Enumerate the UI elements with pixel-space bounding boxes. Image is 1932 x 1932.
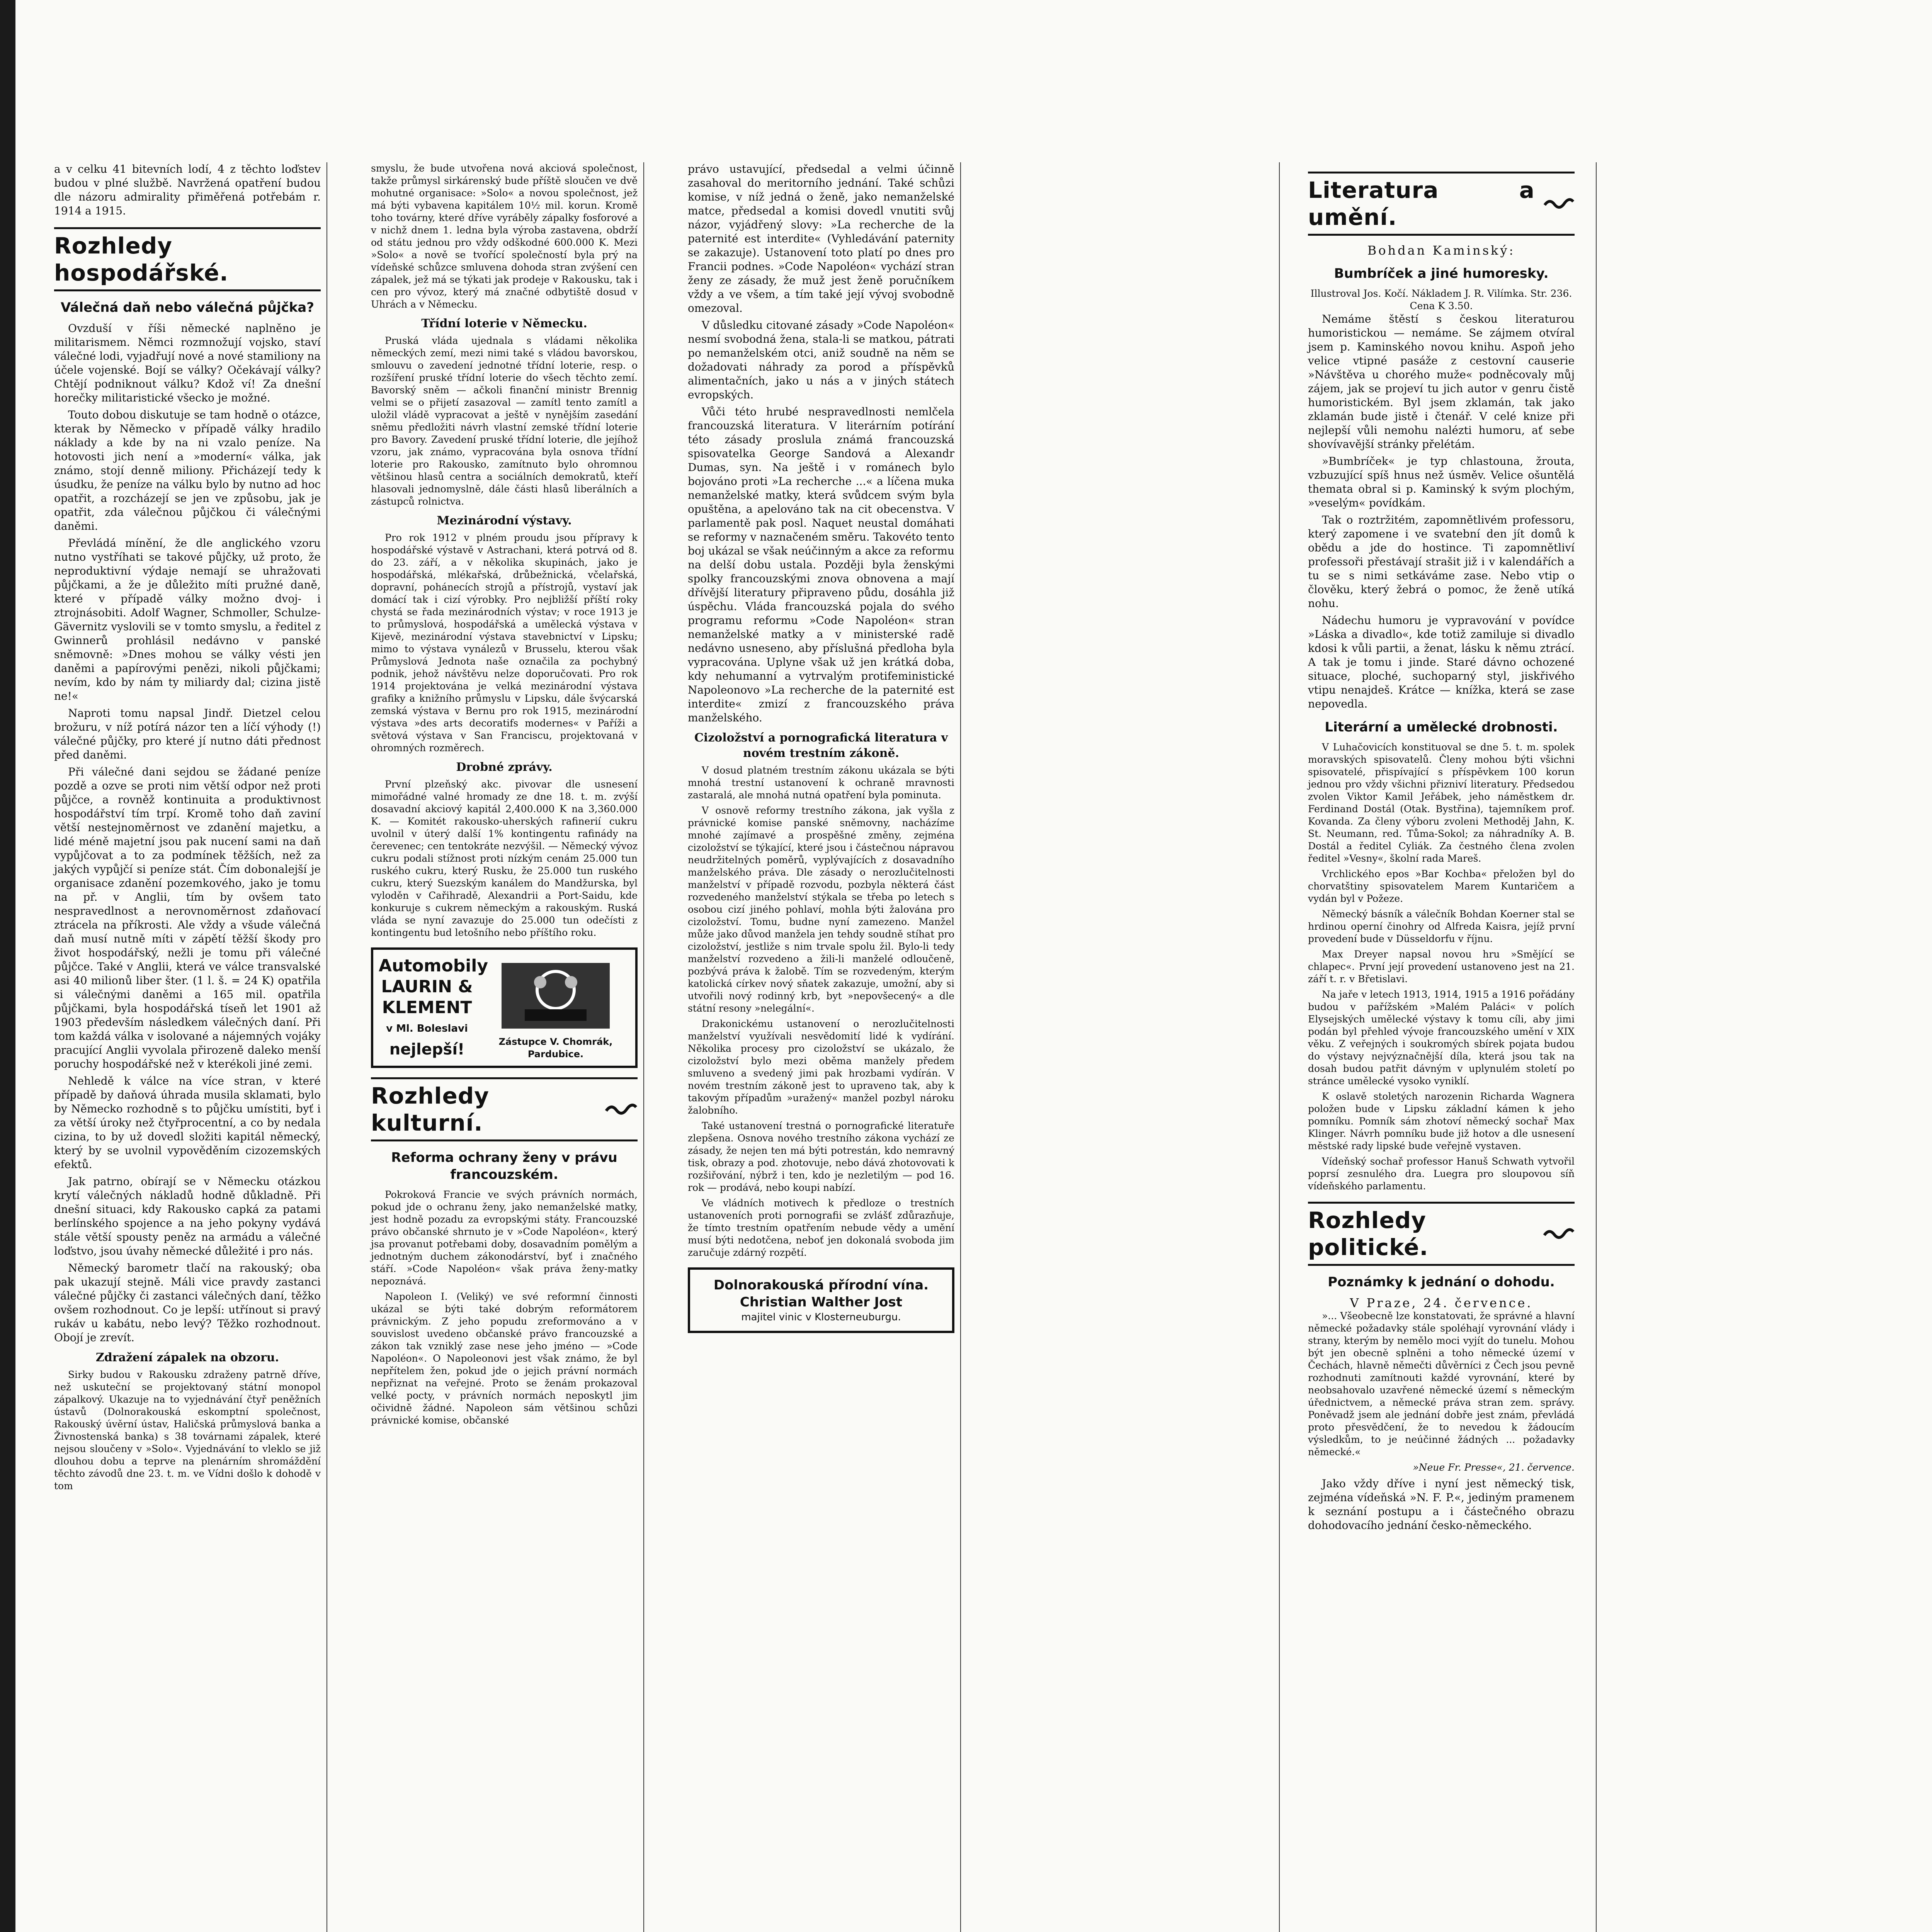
ad-brand-name: Automobily LAURIN & KLEMENT [379,956,488,1017]
article-paragraph: Pokroková Francie ve svých právních normách, pokud jde o ochranu ženy, jako nemanželské matky, jest hodně pozadu za evropskými státy. Francouzské právo občanské shrnuto je v »Code Napoléon«, který jsa provanut potřebami doby, dosavadním pomělým a jednotným duchem zákonodárství, byť i značného stáří. »Code Napoléon« však práva ženy-matky nepoznává. [371,1189,638,1287]
article-paragraph: První plzeňský akc. pivovar dle usnesení mimořádné valné hromady ze dne 18. t. m. zvýší dosavadní akciový kapitál 2,400.000 K na 3,360.000 K. — Komitét rakousko-uherských rafinerií cukru uvolnil v úterý další 1% kontingentu rafinády na čerevenec; cen tentokráte nezvýšil. — Německý vývoz cukru podali stížnost proti nízkým cenám 25.000 tun ruského cukru, který Rusku, že 25.000 tun ruského cukru, který Suezským kanálem do Mandžurska, byl vyloděn v Cařihradě, Alexandrii a Port-Saidu, kde konkuruje s cukrem německým a rakouským. Ruská vláda se nyní zavazuje do 25.000 tun odečísti z kontingentu bud letošního nebo příštího roku. [371,779,638,938]
article-title: Zdražení zápalek na obzoru. [95,1351,279,1364]
ornament-icon [1543,1226,1575,1242]
article-paragraph: Tak o roztržitém, zapomnětlivém professoru, který zapomene i ve svatební den jít domů k obědu a jde do hostince. Ti zapomnětliví professoři přestávají strašit již i v kalendářích a tu se s nimi setkáváme zase. Nebo vtip o člověku, který žebrá o pomoc, že ženě utíká nohu. [1308,514,1575,610]
column-1 [54,162,321,1495]
ad-place: v Ml. Boleslavi [386,1023,468,1034]
column-rule [1596,162,1597,1932]
column-3 [688,162,954,1342]
section-heading-text: Rozhledy kulturní. [371,1083,490,1136]
article-paragraph: V dosud platném trestním zákonu ukázala se býti mnohá trestní ustanovení k ochraně mravnosti zastaralá, ale mnohá nutná opatření byla pominuta. [688,765,954,801]
article-title: Cizoložství a pornografická literatura v novém trestním zákoně. [694,731,948,760]
article-title: Poznámky k jednání o dohodu. [1328,1274,1555,1290]
section-heading-text: Rozhledy politické. [1308,1207,1429,1260]
article-continuation: smyslu, že bude utvořena nová akciová společnost, takže průmysl sirkárenský bude příště sloučen ve dvě mohutné organisace: »Solo« a novou společnost, jež má býti vybavena kapitálem 10½ mil. korun. Kromě toho továrny, které dříve vyráběly zápalky fosforové a v nichž dnem 1. ledna byla výroba zastavena, obdrží od státu jednou pro vždy odškodné 600.000 K. Mezi »Solo« a nově se tvořící společností byla prý na vídeňské schůzce smluvena dohoda stran zvýšení cen zápalek, jež má se týkati jak prodeje v Rakousku, tak i cen pro vývoz, který má značné odbytiště dosud v Uhrách a v Německu. [371,163,638,310]
section-heading-culture [371,1077,638,1141]
article-paragraph: Vídeňský sochař professor Hanuš Schwath vytvořil poprsí zesnulého dra. Luegra pro sloupovou síň vídeňského parlamentu. [1308,1156,1575,1192]
article-continuation: právo ustavující, předsedal a velmi účinně zasahoval do meritorního jednání. Také schůzi komise, v níž jedná o ženě, jako nemanželské matce, předsedal a komisi dovedl vnutiti svůj názor, vyjádřený slovy: »La recherche de la paternité est interdite« (Vyhledávání paternity se zakazuje). Ustanovení toto platí po dnes pro Francii podnes. »Code Napoléon« vychází stran ženy ze zásady, že muž jest ženě poručníkem vždy a ve všem, a tím také její vývoj svobodně omezoval. [688,163,954,315]
article-paragraph: Německý barometr tlačí na rakouský; oba pak ukazují stejně. Máli vice pravdy zastanci válečné půjčky či zastanci válečných daní, těžko ovšem rozhodnout. Co je lepší: utřínout si pravý rukáv u kabátu, nebo levý? Těžko rozhodnout. Obojí je zrevít. [54,1262,321,1344]
ornament-icon [605,1102,638,1117]
article-paragraph: Nemáme štěstí s českou literaturou humoristickou — nemáme. Se zájmem otvíral jsem p. Kaminského novou knihu. Aspoň jeho velice vtipné pasáže z cestovní causerie »Návštěva u chorého muže« podněcovaly můj zájem, jak se projeví tu jich autor v genru čistě humoristickém. Byl jsem zklamán, tak jako zklamán bude jistě i čtenář. V celé knize při nejlepší vůli nemohu nalézti humoru, ať sebe shovívavější stránky přelétám. [1308,313,1575,451]
article-title: Válečná daň nebo válečná půjčka? [61,300,314,315]
article-paragraph: Vrchlického epos »Bar Kochba« přeložen byl do chorvatštiny spisovatelem Marem Kuntaričem a vydán byl v Požeze. [1308,868,1575,904]
section-heading-text: Rozhledy hospodářské. [54,233,229,286]
article-paragraph: Pro rok 1912 v plném proudu jsou přípravy k hospodářské výstavě v Astrachani, která potrvá od 8. do 23. září, a v několika skupinách, jako je hospodářská, mlékařská, drůbežnická, včelařská, dopravní, pohánecích strojů a přístrojů, vystaví jak domácí tak i cizí výrobky. Pro nejbližší příští roky chystá se řada mezinárodních výstav; v roce 1913 je to průmyslová, hospodářská a umělecká výstava v Kijevě, mezinárodní výstava stavebnictví v Lipsku; mimo to výstava vynálezů v Brusselu, kterou však Průmyslová Jednota naše označila za pochybný podnik, jehož návštěvu nelze doporučovati. Pro rok 1914 projektována je velká mezinárodní výstava grafiky a knižního průmyslu v Lipsku, dále švýcarská zemská výstava v Bernu pro rok 1915, mezinárodní výstava »des arts decoratifs modernes« v Paříži a světová výstava v San Franciscu, projektovaná v ohromných rozměrech. [371,532,638,753]
book-title: Bumbríček a jiné humoresky. [1334,266,1549,281]
article-paragraph: Při válečné dani sejdou se žádané peníze pozdě a ozve se proti nim větší odpor než proti půjčce, a rovněž kontinuita a produktivnost hospodářství tím trpí. Kromě toho daň zaviní větší nestejnoměrnost ve zdanění majetku, a lidé méně majetní jsou pak nucení sami na daň vypůjčovat a to za podmínek těžších, než za jakých vypůjčí si peníze stát. Čím dobonalejší je organisace zdanění pozemkového, jako je tomu na př. v Anglii, tím by ovšem tato nespravedlnost a nerovnoměrnost zdaňovací ztrácela na příkrosti. Ale vždy a všude válečná daň musí nutně míti v zápětí těžší škody pro život hospodářský, nežli je tomu při válečné půjčce. Také v Anglii, která ve válce transvalské asi 40 milionů liber šter. (1 l. š. = 24 K) opatřila si válečnými daněmi a 165 mil. opatřila půjčkami, byla hospodářská tíseň let 1901 až 1903 především následkem válečných daní. Při tom každá válka v isolované a nájemných vojáky pracující Anglii vyvolala přirozeně daleko menší poruchy hospodářské než v kterékoli jiné zemi. [54,765,321,1070]
article-paragraph: Jako vždy dříve i nyní jest německý tisk, zejména vídeňská »N. F. P.«, jediným pramenem k seznání postupu a i částečného obrazu dohodovacího jednání česko-německého. [1308,1477,1575,1532]
article-paragraph: »... Všeobecně lze konstatovati, že správné a hlavní německé požadavky stále spoléhají vyrovnání vlády i strany, kterým by nemělo moci vyjít do tunelu. Mohou být jen obecně splněni a toho německé území v Čechách, hlavně němečti důvěrníci z Čech jsou pevně rozhodnuti zamítnouti každé vyrovnání, které by neobsahovalo uzavřené německé území s německým úřednictvem, a německé práva stran zem. správy. Poněvadž jsem ale jednání dobře jest znám, převládá proto přesvědčení, že to nevedou k žádoucím výsledkům, to je neúčinné žádných ... požadavky německé.« [1308,1310,1575,1458]
article-paragraph: V Luhačovicích konstituoval se dne 5. t. m. spolek moravských spisovatelů. Členy mohou býti všichni spisovatelé, přispívající s příspěvkem 100 korun jednou pro vždy všichni přizniví literatury. Předsedou zvolen Viktor Kamil Jeřábek, jeho náměstkem dr. Ferdinand Dostál (Otak. Bystřina), tajemníkem prof. Kovanda. Za členy výboru zvoleni Methoděj Jahn, K. St. Neumann, red. Tůma-Sokol; za náhradníky A. B. Dostál a ředitel Cyliák. Za čestného člena zvolen ředitel »Vesny«, školní rada Mareš. [1308,742,1575,864]
section-heading-text: Literatura a umění. [1308,177,1535,230]
section-heading-literature [1308,172,1575,236]
article-paragraph: Sirky budou v Rakousku zdraženy patrně dříve, než uskuteční se projektovaný státní monopol zápalkový. Ukazuje na to vyjednávání čtyř peněžních ústavů (Dolnorakouská eskomptní společnost, Rakouský úvěrní ústav, Haličská průmyslová banka a Živnostenská banka) s 38 továrnami zápalek, které nejsou sloučeny v »Solo«. Vyjednávání to vleklo se již dlouhou dobu a teprve na plenárním shromáždění těchto závodů dne 23. t. m. ve Vídni došlo k dohodě v tom [54,1369,321,1492]
article-paragraph: V důsledku citované zásady »Code Napoléon« nesmí svobodná žena, stala-li se matkou, pátrati po nemanželském otci, aniž soudně na něm se dožadovati náhrady za porod a příspěvků alimentačních, jako u nás a v jiných státech evropských. [688,319,954,401]
article-paragraph: V osnově reformy trestního zákona, jak vyšla z právnické komise panské sněmovny, nacházíme mnohé zajímavé a prospěšné změny, zejména cizoložství se týkající, které jsou i částečnou nápravou neudržitelných poměrů, vyplývajících z dosavadního manželského práva. Dle zásady o nerozlučitelnosti manželství v případě rozvodu, pozbyla některá část rozvedeného manželství stýkala se třeba po letech s osobou cizí jiného pohlaví, mohla býti žalována pro cizoložství. Tomu, budne nyní zamezeno. Manžel může jako důvod manžela jen tehdy soudně stíhat pro cizoložství, jestliže s nim trvale spolu žil. Bylo-li tedy manželství rozvedeno a žili-li manželé odloučeně, pozbývá práva k žalobě. Tím se rozvedeným, kterým katolická církev nový sňatek zakazuje, umožní, aby si utvořili nový rodinný krb, byt »nepovšecený« a dle státní resony »nelegální«. [688,805,954,1014]
ad-name: Christian Walther Jost [740,1294,903,1310]
ad-brand [379,956,488,1060]
article-title: Třídní loterie v Německu. [421,317,587,330]
car-illustration [498,955,614,1032]
ad-headline: Dolnorakouská přírodní vína. [713,1277,929,1293]
advertisement-laurin-klement [371,947,638,1068]
column-rule [643,162,644,1932]
column-2 [371,162,638,1430]
article-paragraph: Německý básník a válečník Bohdan Koerner stal se hrdinou operní činohry od Alfreda Kaisra, jejíž první provedení bude v Düsseldorfu v říjnu. [1308,908,1575,944]
article-paragraph: Napoleon I. (Veliký) ve své reformní činnosti ukázal se býti také dobrým reformátorem právnickým. Z jeho popudu zreformováno a v souvislost uvedeno občanské právo francouzské a zákon tak vzniklý zase nese jeho jméno — »Code Napoléon«. O Napoleonovi jest však známo, že byl nepřítelem žen, pokud jde o jejich právní normách nepřiznat na veřejné. Proto se ženám prokazoval velké pocty, v právních normách neposkytl jim očividně žádné. Napoleon sám většinou schůzi právnické komise, občanské [371,1291,638,1426]
article-paragraph: Nádechu humoru je vypravování v povídce »Láska a divadlo«, kde totiž zamiluje si divadlo kdosi k vůli partii, a ženat, lásku k němu ztrácí. A tak je tomu i jinde. Staré dávno ochozené situace, ploché, suchoparný styl, jiskřivého vtipu nenajdeš. Krátce — knížka, která se zase nepovedla. [1308,614,1575,710]
article-title: Mezinárodní výstavy. [437,514,572,527]
article-continuation: a v celku 41 bitevních lodí, 4 z těchto loďstev budou v plné službě. Navržená opatření budou dle názoru admirality přiměřená potřebám r. 1914 a 1915. [54,163,321,217]
quote-source: »Neue Fr. Presse«, 21. července. [1413,1462,1575,1473]
ad-tagline: majitel vinic v Klosterneuburgu. [741,1311,901,1323]
ad-agent: Zástupce V. Chomrák, Pardubice. [498,1036,613,1060]
article-paragraph: Touto dobou diskutuje se tam hodně o otázce, kterak by Německo v případě války hradilo náklady a kde by na ni vzalo peníze. Na hotovosti jich není a »moderní« válka, jak známo, stojí denně miliony. Přicházejí tedy k úsudku, že peníze na válku bylo by nutno ad hoc opatřit, a rozcházejí se jen ve způsobu, jak je opatřit, zda válečnou půjčkou či válečnými daněmi. [54,408,321,532]
article-paragraph: Nehledě k válce na více stran, v které případě by daňová úhrada musila sklamati, bylo by Německo rozhodně s to půjčku umístiti, byť i za větší úroky než čtyřprocentní, a co by nedala cizina, to by už dovedl složiti kapitál německý, který by se uvolnil vypověděním cizozemských efektů. [54,1075,321,1171]
article-paragraph: »Bumbríček« je typ chlastouna, žroutа, vzbuzující spíš hnus než úsměv. Velice ošuntělá themata obral si p. Kaminský k svým plochým, »veselým« povídkám. [1308,455,1575,509]
column-4 [1308,162,1575,1536]
article-paragraph: Max Dreyer napsal novou hru »Smějící se chlapec«. První její provedení ustanoveno jest na 21. září t. r. v Břetislavi. [1308,949,1575,985]
book-author: Bohdan Kaminský: [1367,243,1515,258]
book-meta: Illustroval Jos. Kočí. Nákladem J. R. Vilímka. Str. 236. Cena K 3.50. [1310,288,1572,311]
article-paragraph: Jak patrno, obírají se v Německu otázkou krytí válečných nákladů hodně důkladně. Při dnešní situaci, kdy Rakousko capká za patami berlínského spojence a na jeho pokyny vydává stále větší spousty peněz na armádu a válečné loďstvo, jsou úvahy německé důležité i pro nás. [54,1175,321,1257]
article-paragraph: Ovzduší v říši německé naplněno je militarismem. Němci rozmnožují vojsko, staví válečné lodi, vyjadřují nové a nové stamiliony na účele vojenské. Bojí se války? Očekávají války? Chtějí podniknout válku? Kdož ví! Za dnešní horečky militaristické všecko je možné. [54,322,321,404]
column-rule [1279,162,1280,1932]
section-heading-politics [1308,1202,1575,1266]
ad-illustration [481,955,630,1060]
article-title: Drobné zprávy. [456,760,553,774]
article-paragraph: Naproti tomu napsal Jindř. Dietzel celou brožuru, v níž potírá názor ten a líčí výhody (!) válečné půjčky, pro které jí nutno dáti přednost před daněmi. [54,707,321,761]
article-paragraph: Pruská vláda ujednala s vládami několika německých zemí, mezi nimi také s vládou bavorskou, smlouvu o zavedení jednotné třídní loterie, resp. o rozšíření pruské třídní loterie do všech těchto zemí. Bavorský sněm — ačkoli finanční ministr Brennig velmi se o přijetí zasazoval — zamítl tento zamítl a uložil vládě vypracovat a ještě v nynějším zasedání sněmu předložiti návrh vlastní zemské třídní loterie pro Bavory. Zavedení pruské třídní loterie, dle jejíhož vzoru, jak známo, vypracována byla osnova třídní loterie pro Rakousko, zamítnuto bylo ohromnou většinou hlasů centra a sociálních demokratů, kteří hlasovali jednomyslně, dále části hlasů liberálních a zástupců rolnictva. [371,335,638,507]
advertisement-wine [688,1267,954,1333]
article-paragraph: K oslavě stoletých narozenin Richarda Wagnera položen bude v Lipsku základní kámen k jeho pomníku. Pomník sám zhotoví německý sochař Max Klinger. Návrh pomníku bude již hotov a dle usnesení městské rady lipské bude veřejně vystaven. [1308,1091,1575,1151]
section-heading-economy [54,227,321,291]
article-paragraph: Vůči této hrubé nespravedlnosti nemlčela francouzská literatura. V literárním potírání této zásady proslula známá francouzská spisovatelka George Sandová a Alexandr Dumas, syn. Na ještě i v románech bylo bojováno proti »La recherche ...« a líčena muka nemanželské matky, která svůdcem svým byla opuštěna, a apelováno tak na cit obecenstva. V parlamentě pak posl. Naquet neustal domáhati se reformy v naznačeném směru. Takovéto tento boj ukázal se však neúčinným a akce za reformu na delší dobu ustala. Později byla ženskými spolky francouzskými znova obnovena a mají dřívější literatury připraveno půdu, dosáhla již úspěchu. Vláda francouzská pojala do svého programu reformu »Code Napoléon« stran nemanželské matky a v ministerské radě nedávno usneseno, aby příslušná předloha byla vypracována. Uplyne však už jen krátká doba, kdy nehumanní a vytrvalým protifeministické Napoleonovo »La recherche de la paternité est interdite« zmizí z francouzského práva manželského. [688,405,954,724]
article-title: Reforma ochrany ženy v právu francouzském. [391,1150,617,1182]
article-title: Literární a umělecké drobnosti. [1325,719,1558,735]
column-rule [960,162,961,1932]
scan-border-left [0,0,15,1932]
article-paragraph: Na jaře v letech 1913, 1914, 1915 a 1916 pořádány budou v pařížském »Malém Paláci« v polích Elysejských umělecké výstavy k tomu cíli, aby jimi podán byl přehled vývoje francouzského umění v XIX věku. Z veřejných i soukromých sbírek pojata budou do výstavy nejvýznačnější díla, která jsou tak na dosah budou patřit dávným v uplynulém století po stránce umělecké vysoko vyniklí. [1308,989,1575,1087]
ad-slogan: nejlepší! [389,1041,465,1058]
dateline: V Praze, 24. července. [1350,1296,1533,1310]
article-paragraph: Převládá mínění, že dle anglického vzoru nutno vystříhati se takové půjčky, už proto, že neproduktivní výdaje nemají se uhražovati půjčkami, a že je důležito míti pružné daně, které v případě války možno dvoj- i ztrojnásobiti. Adolf Wagner, Schmoller, Schulze-Gävernitz vyslovili se v tomto smyslu, a ředitel z Gwinnerů prohlásil nedávno v panské sněmovně: »Dnes mohou se války vésti jen daněmi a papírovými penězi, nikoli půjčkami; nevím, kdo by nám ty miliardy dal; cizina jistě ne!« [54,537,321,702]
article-paragraph: Ve vládních motivech k předloze o trestních ustanoveních proti pornografii se zvlášť zdůrazňuje, že tímto trestním opatřením nebude vědy a umění musí býti nedotčena, neboť jen dokonalá svoboda jim zaručuje zdárný rozpětí. [688,1197,954,1258]
ornament-icon [1543,196,1575,211]
article-paragraph: Také ustanovení trestná o pornografické literatuře zlepšena. Osnova nového trestního zákona vychází ze zásady, že nejen ten má býti potrestán, kdo nemravný tisk, obrazy a pod. zhotovuje, nebo dává zhotovovati k rozšiřování, nýbrž i ten, kdo je nezletilým — pod 16. rok — prodává, nebo koupi nabízí. [688,1120,954,1193]
article-paragraph: Drakonickému ustanovení o nerozlučitelnosti manželství využívali nesvědomití lidé k vydírání. Několika procesy pro cizoložství se ukázalo, že cizoložství bylo mezi oběma manžely předem smluveno a svedený jimi pak hrozbami vydírán. V novém trestním zákoně jest to upraveno tak, aby k takovým případům »uražený« manžel pozbyl nároku žalobního. [688,1018,954,1116]
